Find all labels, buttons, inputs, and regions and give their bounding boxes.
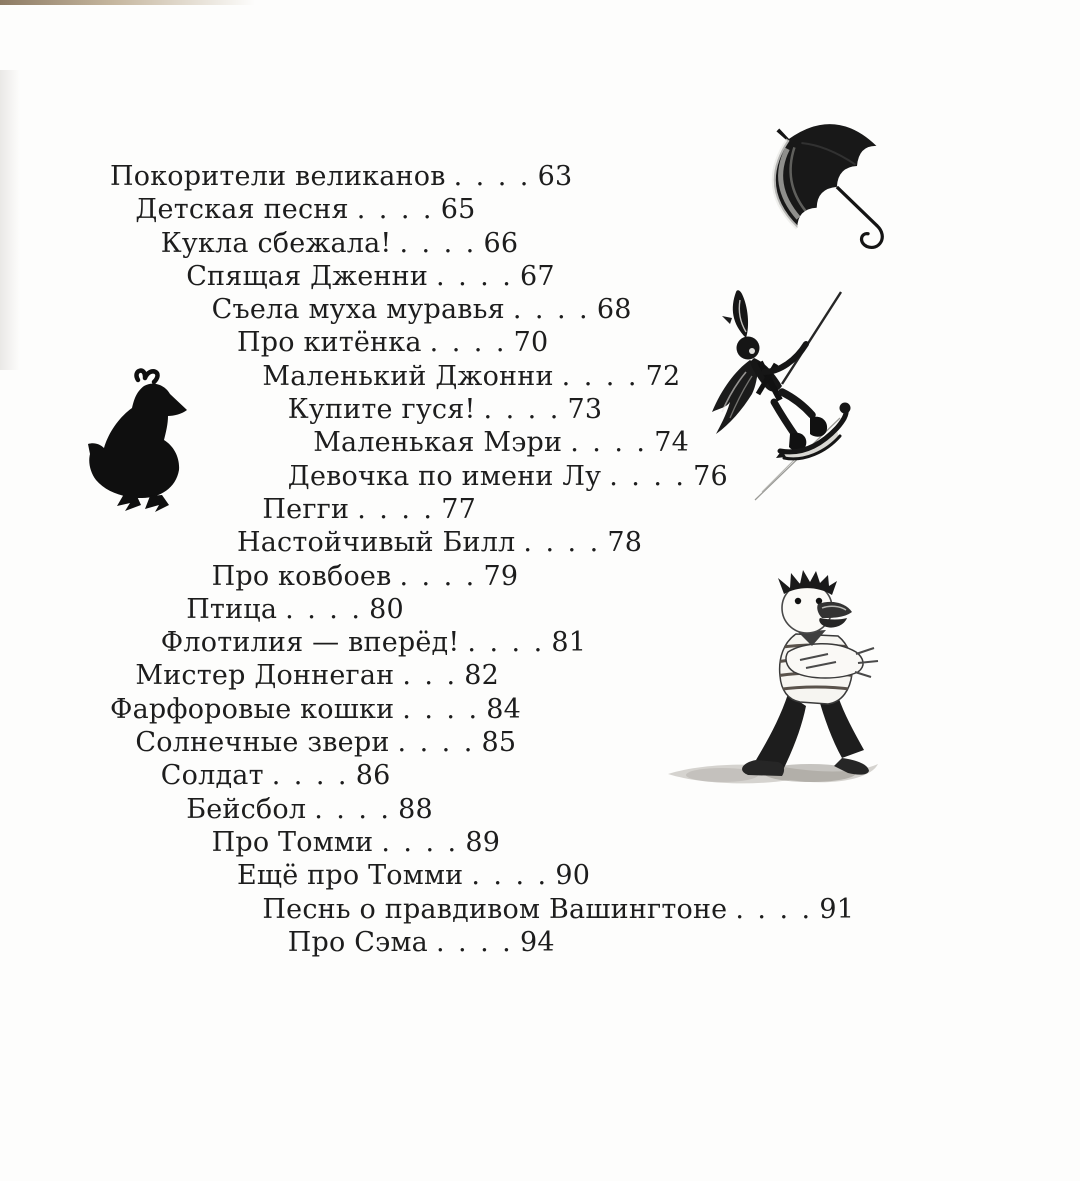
toc-entry-title: Кукла сбежала! [160, 227, 392, 259]
duck-headed-boy-icon [660, 568, 885, 798]
toc-entry-dot-leader: . . . . [357, 493, 433, 525]
toc-entry-dot-leader: . . . . [735, 893, 811, 925]
toc-entry-page-number: 82 [464, 660, 500, 692]
toc-entry-page-number: 86 [355, 760, 391, 792]
toc-entry-page-number: 89 [465, 826, 501, 858]
toc-entry-dot-leader: . . . . [523, 527, 599, 559]
toc-entry-dot-leader: . . . . [399, 560, 475, 592]
toc-entry-title: Настойчивый Билл [237, 527, 516, 559]
toc-entry-dot-leader: . . . . [471, 860, 547, 892]
toc-entry-title: Про ковбоев [211, 560, 392, 592]
toc-entry-page-number: 84 [486, 693, 522, 725]
toc-entry-page-number: 72 [645, 360, 681, 392]
toc-entry-title: Детская песня [135, 194, 349, 226]
toc-entry-title: Девочка по имени Лу [287, 460, 602, 492]
toc-entry-page-number: 79 [483, 560, 519, 592]
toc-entry-dot-leader: . . . . [483, 394, 559, 426]
toc-entry-dot-leader: . . . . [467, 627, 543, 659]
knight-on-sled-icon [702, 288, 867, 503]
toc-entry-page-number: 77 [441, 493, 476, 525]
toc-entry-dot-leader: . . . . [453, 161, 529, 192]
toc-entry-page-number: 88 [398, 793, 433, 825]
toc-entry-title: Фарфоровые кошки [110, 693, 395, 725]
toc-entry-dot-leader: . . . . [285, 593, 361, 625]
toc-entry-dot-leader: . . . . [609, 460, 685, 492]
toc-entry-page-number: 90 [555, 860, 591, 892]
toc-entry-title: Песнь о правдивом Вашингтоне [262, 893, 728, 925]
toc-entry-title: Съела муха муравья [211, 294, 505, 326]
umbrella-illustration [750, 100, 928, 278]
toc-entry-dot-leader: . . . . [314, 793, 390, 825]
duck-silhouette-icon [84, 366, 192, 512]
toc-entry-title: Мистер Доннеган [135, 660, 395, 692]
toc-entry-page-number: 65 [440, 194, 476, 226]
toc-entry-page-number: 94 [519, 926, 555, 958]
toc-entry-page-number: 66 [483, 227, 519, 259]
toc-entry-title: Флотилия — вперёд! [160, 627, 460, 659]
toc-entry-page-number: 73 [567, 394, 603, 426]
toc-entry-page-number: 74 [654, 427, 689, 459]
toc-entry-page-number: 91 [819, 893, 855, 925]
toc-entry-page-number: 80 [369, 593, 404, 625]
toc-entry-page-number: 67 [520, 260, 555, 292]
toc-entry-title: Маленький Джонни [262, 360, 554, 392]
toc-entry-title: Солдат [160, 760, 264, 792]
toc-entry [110, 160, 854, 193]
toc-entry-title: Бейсбол [186, 793, 307, 825]
toc-entry-title: Покорители великанов [110, 161, 446, 192]
toc-entry-page-number: 70 [513, 327, 549, 359]
toc-entry-title: Про китёнка [237, 327, 422, 359]
toc-entry [135, 193, 854, 226]
toc-entry-title: Спящая Дженни [186, 260, 429, 292]
toc-entry-title: Пегги [262, 493, 350, 525]
toc-list [110, 160, 854, 959]
toc-entry [212, 826, 855, 859]
toc-entry-title: Птица [186, 593, 278, 625]
toc-entry-page-number: 68 [596, 294, 632, 326]
toc-entry-title: Солнечные звери [135, 727, 390, 759]
umbrella-icon [750, 100, 928, 278]
scan-edge-artifact-top [0, 0, 255, 5]
duck-headed-boy-illustration [660, 568, 885, 798]
toc-entry-dot-leader: . . . . [402, 693, 478, 725]
toc-entry-page-number: 85 [481, 727, 517, 759]
toc-entry-page-number: 81 [551, 627, 587, 659]
toc-entry-dot-leader: . . . . [429, 327, 505, 359]
toc-entry-dot-leader: . . . . [399, 227, 475, 259]
toc-entry-dot-leader: . . . . [271, 760, 347, 792]
toc-entry [288, 926, 854, 959]
toc-entry-dot-leader: . . . [402, 660, 456, 692]
toc-entry-dot-leader: . . . . [561, 360, 637, 392]
scan-edge-artifact-left [0, 70, 20, 370]
toc-entry-page-number: 76 [693, 460, 728, 492]
toc-entry-dot-leader: . . . . [436, 260, 512, 292]
toc-entry [262, 893, 854, 926]
toc-entry-dot-leader: . . . . [381, 826, 457, 858]
toc-entry-dot-leader: . . . . [570, 427, 646, 459]
toc-entry-page-number: 63 [537, 161, 573, 192]
toc-entry-page-number: 78 [607, 527, 643, 559]
toc-entry-dot-leader: . . . . [512, 294, 588, 326]
toc-entry-title: Про Томми [211, 826, 374, 858]
toc-entry-dot-leader: . . . . [397, 727, 473, 759]
toc-entry [237, 859, 854, 892]
toc-entry-title: Про Сэма [287, 926, 428, 958]
toc-entry-dot-leader: . . . . [435, 926, 511, 958]
duck-silhouette-illustration [84, 366, 192, 512]
toc-entry-dot-leader: . . . . [356, 194, 432, 226]
toc-entry-title: Маленькая Мэри [313, 427, 563, 459]
toc-entry-title: Купите гуся! [287, 394, 476, 426]
toc-entry-title: Ещё про Томми [237, 860, 464, 892]
toc-entry [237, 526, 854, 559]
knight-on-sled-illustration [702, 288, 867, 503]
